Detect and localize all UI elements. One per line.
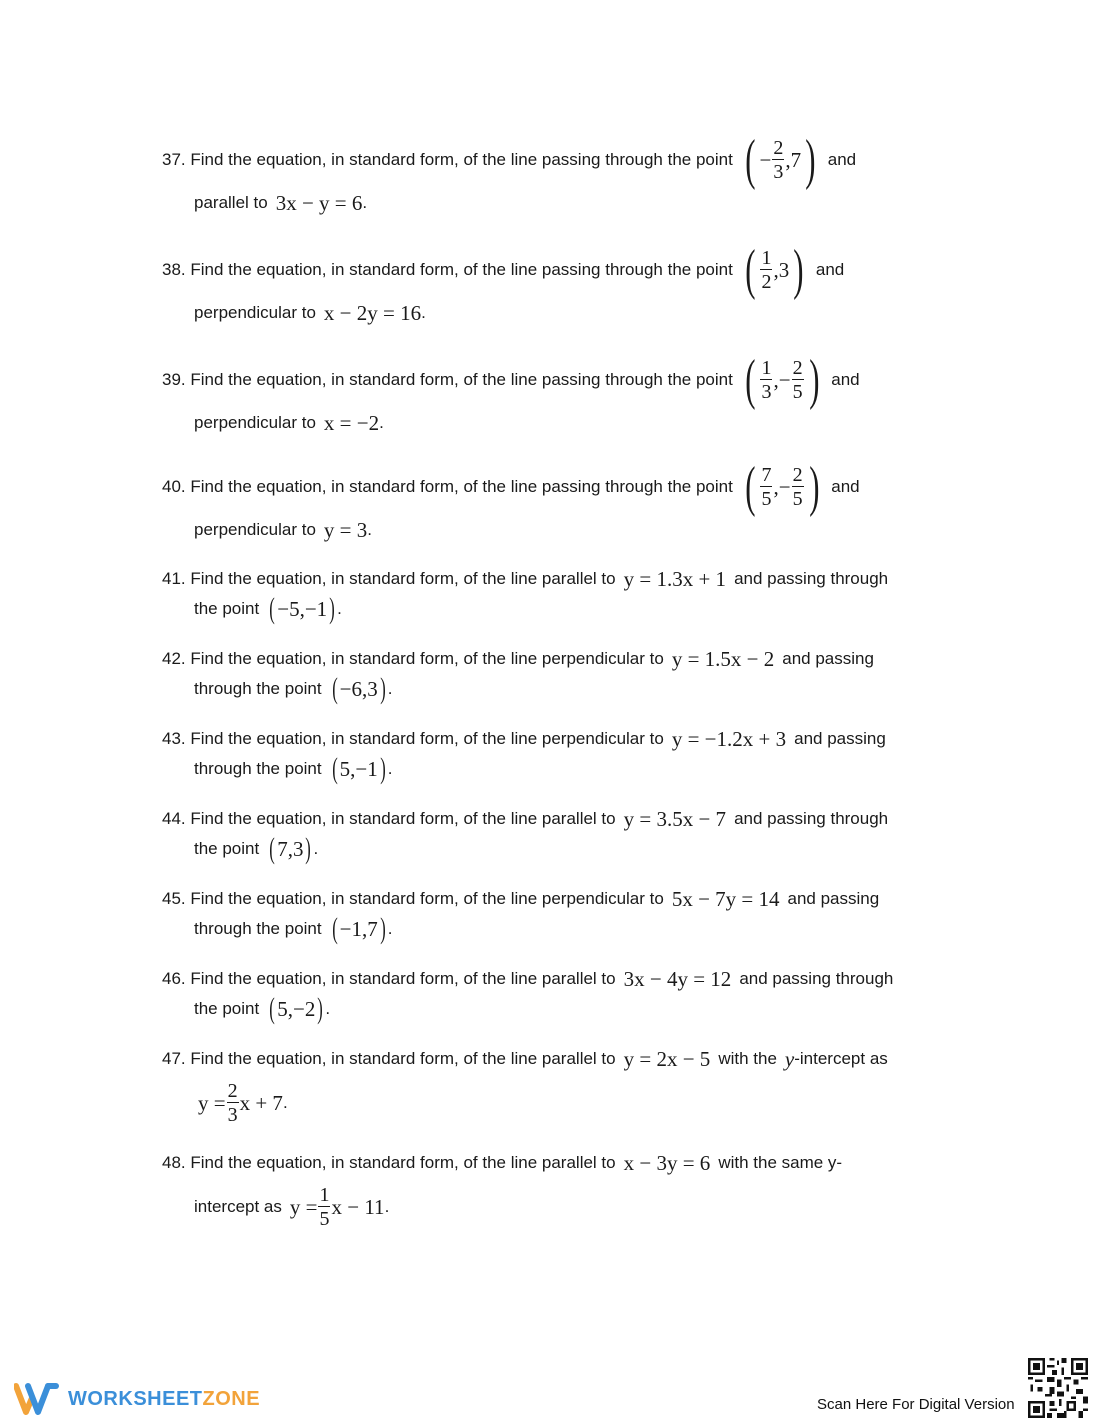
problem-41-line2: the point ( −5,−1 ) . [194, 592, 342, 625]
problem-42-text: 42. Find the equation, in standard form, of the line perpendicular to [162, 649, 664, 668]
brand-name: WORKSHEETZONE [68, 1387, 261, 1410]
worksheetzone-logo[interactable] [14, 1382, 260, 1416]
problem-43-point: ( 5,−1 ) [331, 752, 386, 785]
point-x-fraction: $\frac{7}{5}$ [761, 464, 772, 510]
problem-43-text: 43. Find the equation, in standard form, of the line perpendicular to [162, 729, 664, 748]
intercept-fraction: $\frac{1}{5}$ [319, 1184, 330, 1230]
problem-40-line2: perpendicular to y = 3 . [194, 517, 372, 542]
problem-41-line1: 41. Find the equation, in standard form, of the line parallel to y = 1.3x + 1 and passing through [162, 566, 889, 591]
problem-44-equation: y = 3.5x − 7 [623, 806, 727, 831]
problem-40-point: ( $\frac{7}{5}$ , − $\frac{2}{5}$ ) [745, 456, 820, 518]
problem-43-line1: 43. Find the equation, in standard form, of the line perpendicular to y = −1.2x + 3 and passing [162, 726, 886, 751]
problem-44-text: 44. Find the equation, in standard form, of the line parallel to [162, 809, 616, 828]
problem-41-text: 41. Find the equation, in standard form, of the line parallel to [162, 569, 616, 588]
problem-37-point: ( − $\frac{2}{3}$ , 7 ) [745, 129, 816, 191]
problem-41-equation: y = 1.3x + 1 [623, 566, 727, 591]
problem-46-line1: 46. Find the equation, in standard form, of the line parallel to 3x − 4y = 12 and passing through [162, 966, 894, 991]
point-y-fraction: $\frac{2}{5}$ [792, 464, 803, 510]
problem-41-point: ( −5,−1 ) [269, 592, 335, 625]
problem-38-line1: 38. Find the equation, in standard form, of the line passing through the point ( $\frac{1}{2}$ , 3 ) and [162, 239, 845, 301]
point-x-fraction: $\frac{1}{3}$ [761, 357, 772, 403]
problem-46-point: ( 5,−2 ) [269, 992, 324, 1025]
problem-43-equation: y = −1.2x + 3 [671, 726, 787, 751]
problem-38-equation: x − 2y = 16 [323, 300, 422, 325]
problem-45-point: ( −1,7 ) [331, 912, 386, 945]
problem-42-line1: 42. Find the equation, in standard form, of the line perpendicular to y = 1.5x − 2 and passing [162, 646, 874, 671]
qr-code-icon[interactable] [1028, 1358, 1088, 1418]
point-x-fraction: $\frac{2}{3}$ [773, 137, 784, 183]
intercept-fraction: $\frac{2}{3}$ [227, 1080, 238, 1126]
problem-42-line2: through the point ( −6,3 ) . [194, 672, 393, 705]
problem-40-equation: y = 3 [323, 517, 368, 542]
problem-48-line1: 48. Find the equation, in standard form, of the line parallel to x − 3y = 6 with the same y- [162, 1150, 843, 1175]
problem-37-line1 [162, 129, 857, 191]
problem-40-line1: 40. Find the equation, in standard form, of the line passing through the point ( $\frac{7}{5}$ , − $\frac{2}{5}$ ) and [162, 456, 860, 518]
problem-48-text: 48. Find the equation, in standard form, of the line parallel to [162, 1153, 616, 1172]
problem-42-point: ( −6,3 ) [331, 672, 386, 705]
problem-46-equation: 3x − 4y = 12 [623, 966, 732, 991]
problem-44-line1: 44. Find the equation, in standard form, of the line parallel to y = 3.5x − 7 and passing through [162, 806, 889, 831]
problem-38-line2: perpendicular to x − 2y = 16 . [194, 300, 426, 325]
problem-38-text: 38. Find the equation, in standard form, of the line passing through the point [162, 260, 733, 279]
problem-43-line2: through the point ( 5,−1 ) . [194, 752, 393, 785]
problem-48-equation: x − 3y = 6 [623, 1150, 711, 1175]
logo-w-icon [14, 1382, 60, 1416]
problem-45-text: 45. Find the equation, in standard form, of the line perpendicular to [162, 889, 664, 908]
problem-47-line2: y = $\frac{2}{3}$ x + 7 . [198, 1080, 288, 1126]
problem-45-line2: through the point ( −1,7 ) . [194, 912, 393, 945]
problem-42-equation: y = 1.5x − 2 [671, 646, 775, 671]
problem-37-equation: 3x − y = 6 [275, 190, 363, 215]
problem-45-line1: 45. Find the equation, in standard form, of the line perpendicular to 5x − 7y = 14 and passing [162, 886, 880, 911]
point-x-fraction: $\frac{1}{2}$ [761, 247, 772, 293]
problem-39-line1: 39. Find the equation, in standard form, of the line passing through the point ( $\frac{1}{3}$ , − $\frac{2}{5}$ ) and [162, 349, 860, 411]
problem-46-text: 46. Find the equation, in standard form, of the line parallel to [162, 969, 616, 988]
problem-46-line2: the point ( 5,−2 ) . [194, 992, 331, 1025]
problem-39-text: 39. Find the equation, in standard form, of the line passing through the point [162, 370, 733, 389]
problem-48-line2: intercept as y = $\frac{1}{5}$ x − 11 . [194, 1184, 390, 1230]
problem-39-equation: x = −2 [323, 410, 380, 435]
problem-47-text: 47. Find the equation, in standard form, of the line parallel to [162, 1049, 616, 1068]
problem-47-equation: y = 2x − 5 [623, 1046, 711, 1071]
problem-47-line1: 47. Find the equation, in standard form, of the line parallel to y = 2x − 5 with the y -intercept as [162, 1046, 888, 1071]
problem-40-text: 40. Find the equation, in standard form, of the line passing through the point [162, 477, 733, 496]
scan-caption: Scan Here For Digital Version [817, 1396, 1015, 1413]
problem-37-line2: parallel to 3x − y = 6 . [194, 190, 368, 215]
problem-45-equation: 5x − 7y = 14 [671, 886, 780, 911]
problem-37-text: 37. Find the equation, in standard form, of the line passing through the point [162, 150, 733, 169]
problem-44-line2: the point ( 7,3 ) . [194, 832, 319, 865]
problem-39-point: ( $\frac{1}{3}$ , − $\frac{2}{5}$ ) [745, 349, 820, 411]
problem-37-and: and [827, 150, 857, 169]
problem-39-line2: perpendicular to x = −2 . [194, 410, 384, 435]
point-y-fraction: $\frac{2}{5}$ [792, 357, 803, 403]
problem-38-point: ( $\frac{1}{2}$ , 3 ) [745, 239, 804, 301]
problem-44-point: ( 7,3 ) [269, 832, 312, 865]
